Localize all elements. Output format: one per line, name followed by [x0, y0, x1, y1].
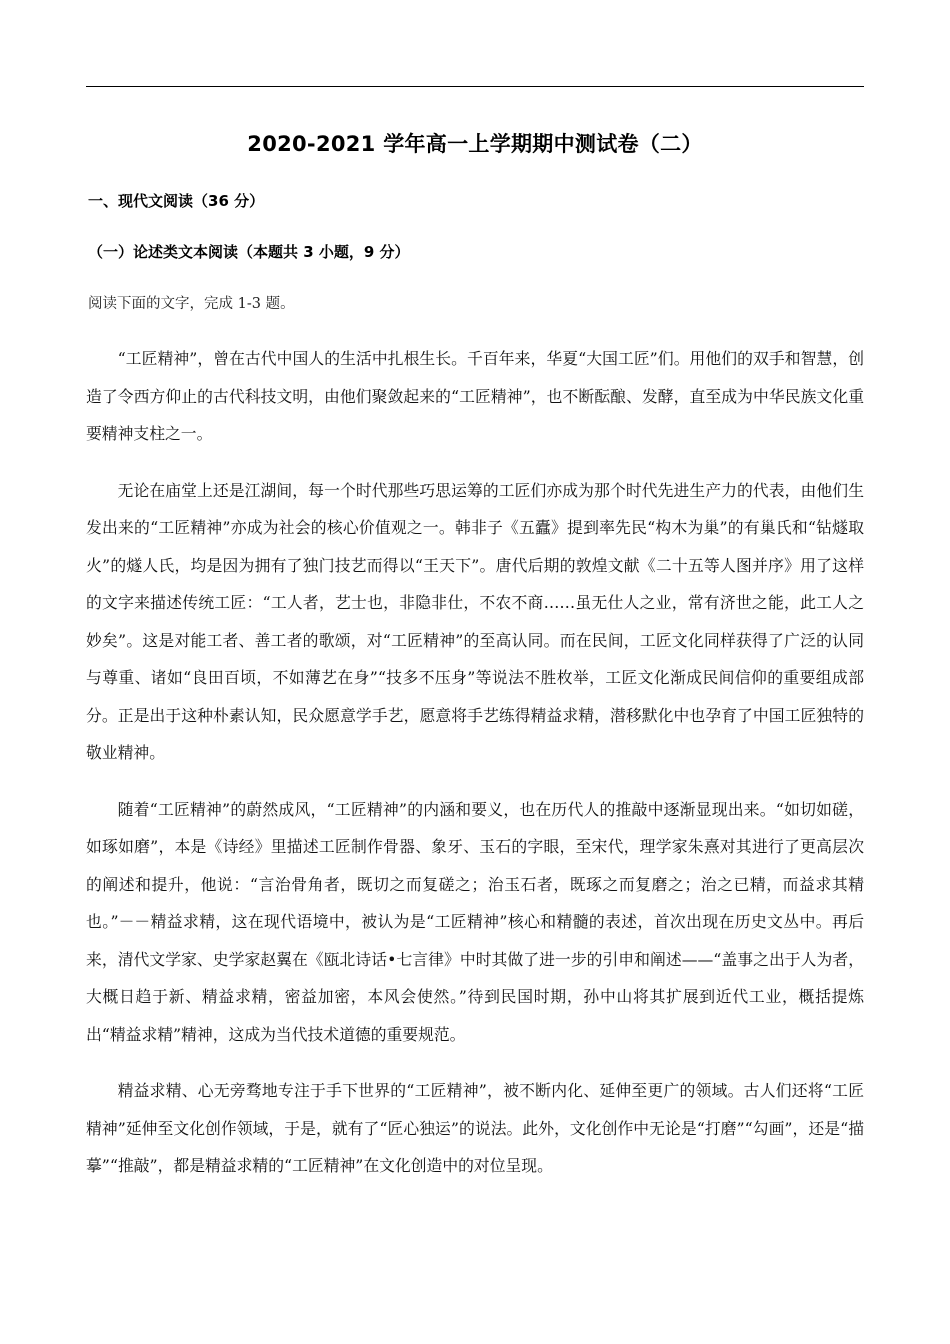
reading-instruction: 阅读下面的文字，完成 1-3 题。 — [88, 296, 295, 312]
passage-paragraph: 随着“工匠精神”的蔚然成风，“工匠精神”的内涵和要义，也在历代人的推敲中逐渐显现出来。“如切如磋，如琢如磨”，本是《诗经》里描述工匠制作骨器、象牙、玉石的字眼，至宋代，理学家朱熹对其进行了更高层次的阐述和提升，他说：“言治骨角者，既切之而复磋之；治玉石者，既琢之而复磨之；治之已精，而益求其精也。”－－精益求精，这在现代语境中，被认为是“工匠精神”核心和精髓的表述，首次出现在历史文丛中。再后来，清代文学家、史学家赵翼在《瓯北诗话•七言律》中时其做了进一步的引申和阐述——“盖事之出于人为者，大概日趋于新、精益求精，密益加密，本风会使然。”待到民国时期，孙中山将其扩展到近代工业，概括提炼出“精益求精”精神，这成为当代技术道德的重要规范。 — [86, 799, 864, 1044]
document-title: 2020-2021 学年高一上学期期中测试卷（二） — [247, 132, 703, 156]
sub-section-heading: （一）论述类文本阅读（本题共 3 小题，9 分） — [88, 243, 410, 261]
top-divider — [86, 86, 864, 87]
passage-paragraph: 无论在庙堂上还是江湖间，每一个时代那些巧思运筹的工匠们亦成为那个时代先进生产力的代表，由他们生发出来的“工匠精神”亦成为社会的核心价值观之一。韩非子《五蠹》提到率先民“构木为巢”的有巢氏和“钻燧取火”的燧人氏，均是因为拥有了独门技艺而得以“王天下”。唐代后期的敦煌文献《二十五等人图并序》用了这样的文字来描述传统工匠：“工人者，艺士也，非隐非仕，不农不商……虽无仕人之业，常有济世之能，此工人之妙矣”。这是对能工者、善工者的歌颂，对“工匠精神”的至高认同。而在民间，工匠文化同样获得了广泛的认同与尊重、诸如“良田百顷，不如薄艺在身”“技多不压身”等说法不胜枚举，工匠文化渐成民间信仰的重要组成部分。正是出于这种朴素认知，民众愿意学手艺，愿意将手艺练得精益求精，潜移默化中也孕育了中国工匠独特的敬业精神。 — [86, 480, 864, 762]
section-heading: 一、现代文阅读（36 分） — [88, 192, 265, 210]
reading-passage — [86, 340, 864, 1204]
passage-paragraph: “工匠精神”，曾在古代中国人的生活中扎根生长。千百年来，华夏“大国工匠”们。用他们的双手和智慧，创造了令西方仰止的古代科技文明，由他们聚敛起来的“工匠精神”，也不断酝酿、发酵，直至成为中华民族文化重要精神支柱之一。 — [86, 349, 864, 443]
passage-paragraph: 精益求精、心无旁骛地专注于手下世界的“工匠精神”，被不断内化、延伸至更广的领域。古人们还将“工匠精神”延伸至文化创作领域，于是，就有了“匠心独运”的说法。此外，文化创作中无论是“打磨”“勾画”，还是“描摹”“推敲”，都是精益求精的“工匠精神”在文化创造中的对位呈现。 — [86, 1081, 864, 1175]
